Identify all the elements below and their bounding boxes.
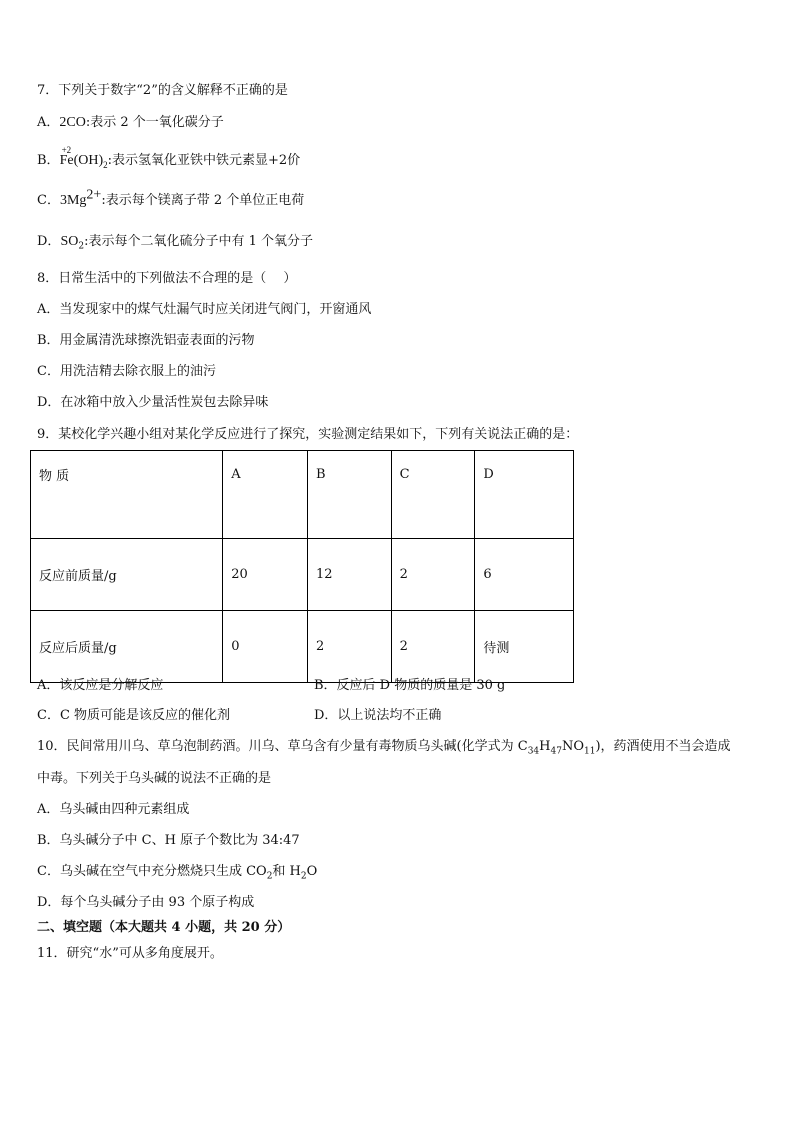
table-header-cell: A	[223, 451, 308, 539]
q7-b-formula	[59, 145, 108, 170]
table-header-cell: B	[307, 451, 391, 539]
q10-no: NO	[561, 739, 584, 754]
q8-option-d: D．在冰箱中放入少量活性炭包去除异味	[37, 395, 269, 410]
q10-sub-c: 34	[527, 746, 540, 757]
table-cell: 6	[475, 539, 574, 611]
q7-option-b	[37, 145, 301, 170]
q7-c-text: :表示每个镁离子带 2 个单位正电荷	[101, 193, 305, 208]
q10-sub-h: 47	[550, 746, 562, 757]
table-header-cell: D	[475, 451, 574, 539]
q10-option-b: B．乌头碱分子中 C、H 原子个数比为 34:47	[37, 833, 300, 848]
table-cell: 12	[307, 539, 391, 611]
q9-option-d: D．以上说法均不正确	[314, 708, 442, 723]
table-header-cell: 物 质	[31, 451, 223, 539]
q7-a-formula: 2CO	[59, 115, 86, 130]
q7-c-formula: 3Mg	[59, 193, 87, 208]
table-row	[31, 539, 574, 611]
q8-option-c: C．用洗洁精去除衣服上的油污	[37, 364, 216, 379]
q10-option-a: A．乌头碱由四种元素组成	[37, 802, 190, 817]
q10-h: H	[539, 739, 551, 754]
q7-b-text: :表示氢氧化亚铁中铁元素显+2价	[107, 153, 301, 168]
q10-sub-o: 11	[584, 746, 596, 757]
q7-b-oxidation-number: +2	[61, 145, 72, 155]
q7-b-fe: Fe	[59, 153, 74, 168]
table-header-row	[31, 451, 574, 539]
q7-b-sub: 2	[103, 159, 108, 170]
q7-d-sub: 2	[78, 241, 85, 252]
table-cell: 待测	[475, 611, 574, 683]
table-row	[31, 611, 574, 683]
q8-stem: 8．日常生活中的下列做法不合理的是（ ）	[37, 271, 297, 286]
q7-option-d	[37, 233, 313, 251]
table-cell: 反应后质量/g	[31, 611, 223, 683]
q10-c-pre: C．乌头碱在空气中充分燃烧只生成 CO	[37, 864, 267, 879]
q10-c-post: O	[306, 864, 318, 879]
q7-option-a	[37, 114, 224, 132]
q8-option-a: A．当发现家中的煤气灶漏气时应关闭进气阀门，开窗通风	[37, 302, 372, 317]
q10-option-d: D．每个乌头碱分子由 93 个原子构成	[37, 895, 255, 910]
q7-d-text: :表示每个二氧化硫分子中有 1 个氧分子	[84, 234, 313, 249]
q7-a-text: :表示 2 个一氧化碳分子	[85, 115, 224, 130]
q10-stem-line2: 中毒。下列关于乌头碱的说法不正确的是	[37, 771, 272, 786]
q7-b-label: B．	[37, 153, 60, 168]
table-cell: 2	[391, 539, 475, 611]
table-cell: 反应前质量/g	[31, 539, 223, 611]
q7-c-sup: 2+	[86, 187, 102, 203]
q10-c-mid: 和 H	[272, 864, 301, 879]
q8-option-b: B．用金属清洗球擦洗铝壶表面的污物	[37, 333, 255, 348]
q7-c-label: C．	[37, 193, 60, 208]
q9-option-a: A．该反应是分解反应	[37, 678, 164, 693]
q11-stem: 11．研究“水”可从多角度展开。	[37, 946, 223, 961]
q7-stem: 7．下列关于数字“2”的含义解释不正确的是	[37, 83, 288, 98]
q10-c-sub1: 2	[266, 871, 273, 882]
q9-option-c: C．C 物质可能是该反应的催化剂	[37, 708, 231, 723]
q10-stem-post: )，药酒使用不当会造成	[595, 739, 731, 754]
table-cell: 2	[307, 611, 391, 683]
q7-b-oh: (OH)	[73, 153, 104, 168]
section-heading: 二、填空题（本大题共 4 小题，共 20 分）	[37, 920, 291, 935]
q7-d-formula: SO	[60, 234, 79, 249]
q7-option-c	[37, 187, 305, 210]
table-cell: 20	[223, 539, 308, 611]
q9-option-b: B．反应后 D 物质的质量是 30 g	[314, 678, 506, 693]
q10-option-c	[37, 863, 317, 881]
q9-stem: 9．某校化学兴趣小组对某化学反应进行了探究，实验测定结果如下，下列有关说法正确的是：	[37, 427, 579, 442]
table-cell: 0	[223, 611, 308, 683]
table-cell: 2	[391, 611, 475, 683]
q7-a-label: A．	[37, 115, 60, 130]
q9-data-table	[30, 450, 574, 683]
table-header-cell: C	[391, 451, 475, 539]
q7-d-label: D．	[37, 234, 61, 249]
q10-stem-pre: 10．民间常用川乌、草乌泡制药酒。川乌、草乌含有少量有毒物质乌头碱(化学式为 C	[37, 739, 528, 754]
q10-stem	[37, 738, 731, 756]
q10-c-sub2: 2	[300, 871, 307, 882]
